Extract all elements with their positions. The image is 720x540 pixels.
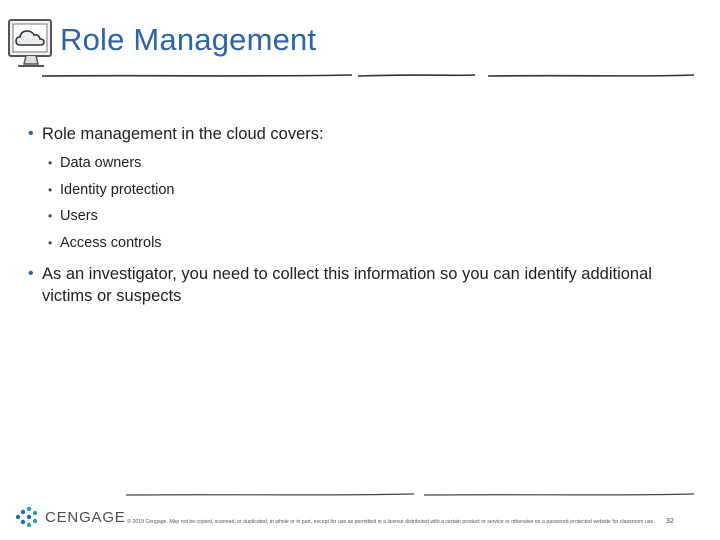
sub-bullet-text: Users (60, 208, 98, 225)
brand-name: CENGAGE (45, 508, 126, 526)
slide-title: Role Management (60, 22, 317, 57)
footer-divider (124, 490, 696, 500)
sub-bullet-text: Access controls (60, 234, 162, 251)
cloud-monitor-icon (6, 18, 56, 70)
bullet-dot: • (48, 156, 53, 171)
sub-bullet-text: Identity protection (60, 181, 175, 198)
bullet-item (28, 123, 682, 145)
sub-bullet-item (48, 150, 174, 177)
sub-bullet-item (48, 203, 174, 230)
title-divider (40, 70, 696, 82)
copyright-notice: © 2019 Cengage. May not be copied, scanned, or duplicated, in whole or in part, except for use as permitted in a license distributed with a certain product or service or otherwise on a password-protected website for classroom use. (127, 519, 655, 525)
bullet-text: As an investigator, you need to collect this information so you can identify additional victims or suspects (42, 265, 652, 305)
bullet-dot: • (48, 235, 53, 250)
bullet-dot: • (48, 209, 53, 224)
sub-bullet-item (48, 177, 174, 204)
bullet-text: Role management in the cloud covers: (42, 125, 324, 143)
bullet-dot: • (48, 182, 53, 197)
page-number: 32 (666, 518, 674, 525)
bullet-item (28, 263, 662, 307)
bullet-dot: • (28, 265, 34, 282)
cengage-logo (14, 504, 134, 530)
sub-bullet-text: Data owners (60, 155, 142, 172)
sub-bullet-list (48, 150, 174, 256)
cengage-logo-icon (14, 506, 40, 528)
bullet-dot: • (28, 125, 34, 142)
sub-bullet-item (48, 230, 174, 257)
